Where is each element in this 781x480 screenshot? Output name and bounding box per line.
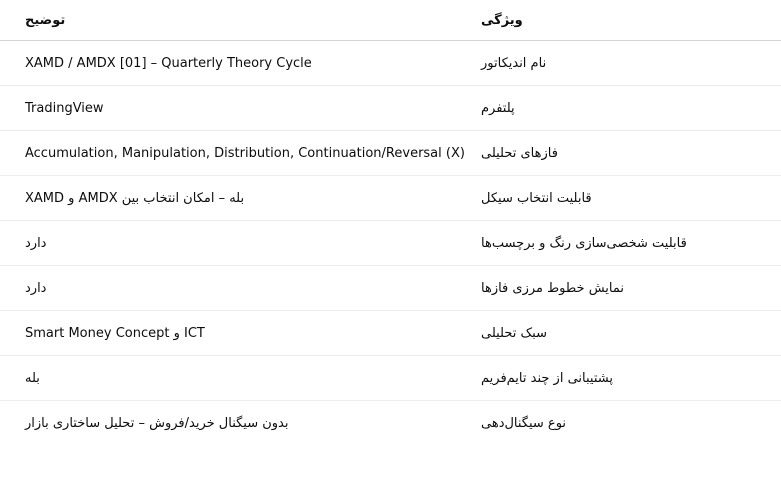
description-cell bbox=[25, 266, 465, 310]
feature-cell bbox=[481, 176, 771, 220]
table-row bbox=[0, 356, 781, 401]
description-cell bbox=[25, 221, 465, 265]
feature-text: نوع سیگنال‌دهی bbox=[481, 416, 567, 431]
feature-text: قابلیت شخصی‌سازی رنگ و برچسب‌ها bbox=[481, 235, 687, 251]
description-text: TradingView bbox=[25, 100, 104, 116]
header-description-cell bbox=[25, 0, 465, 40]
description-text: XAMD / AMDX [01] – Quarterly Theory Cycle bbox=[25, 55, 312, 71]
header-description-label: توضیح bbox=[25, 12, 66, 28]
description-text: بدون سیگنال خرید/فروش – تحلیل ساختاری بازار bbox=[25, 416, 289, 431]
description-cell bbox=[25, 401, 465, 446]
feature-cell bbox=[481, 356, 771, 400]
table-row bbox=[0, 41, 781, 86]
header-feature-label: ویژگی bbox=[481, 12, 523, 28]
description-cell bbox=[25, 176, 465, 220]
feature-text: پشتیبانی از چند تایم‌فریم bbox=[481, 370, 613, 386]
table-row bbox=[0, 311, 781, 356]
description-cell bbox=[25, 356, 465, 400]
feature-text: نمایش خطوط مرزی فازها bbox=[481, 280, 624, 296]
header-feature-cell bbox=[481, 0, 771, 40]
table-row bbox=[0, 176, 781, 221]
feature-text: سبک تحلیلی bbox=[481, 325, 547, 341]
description-cell bbox=[25, 311, 465, 355]
description-text: Accumulation, Manipulation, Distribution, Continuation/Reversal (X) bbox=[25, 145, 465, 161]
feature-text: قابلیت انتخاب سیکل bbox=[481, 190, 592, 206]
description-text: بله bbox=[25, 370, 40, 386]
feature-cell bbox=[481, 401, 771, 446]
description-cell bbox=[25, 86, 465, 130]
feature-cell bbox=[481, 221, 771, 265]
feature-cell bbox=[481, 41, 771, 85]
feature-cell bbox=[481, 131, 771, 175]
table-row bbox=[0, 401, 781, 446]
table-row bbox=[0, 266, 781, 311]
feature-text: فازهای تحلیلی bbox=[481, 145, 558, 161]
description-text: ICT و Smart Money Concept bbox=[25, 325, 205, 341]
description-text: دارد bbox=[25, 280, 47, 296]
feature-text: پلتفرم bbox=[481, 100, 515, 116]
feature-cell bbox=[481, 266, 771, 310]
table-row bbox=[0, 131, 781, 176]
description-cell bbox=[25, 41, 465, 85]
table-row bbox=[0, 221, 781, 266]
table-row bbox=[0, 86, 781, 131]
feature-cell bbox=[481, 311, 771, 355]
description-text: بله – امکان انتخاب بین AMDX و XAMD bbox=[25, 190, 245, 206]
feature-text: نام اندیکاتور bbox=[481, 55, 547, 71]
description-cell bbox=[25, 131, 465, 175]
description-text: دارد bbox=[25, 235, 47, 251]
table-header-row bbox=[0, 0, 781, 41]
feature-cell bbox=[481, 86, 771, 130]
